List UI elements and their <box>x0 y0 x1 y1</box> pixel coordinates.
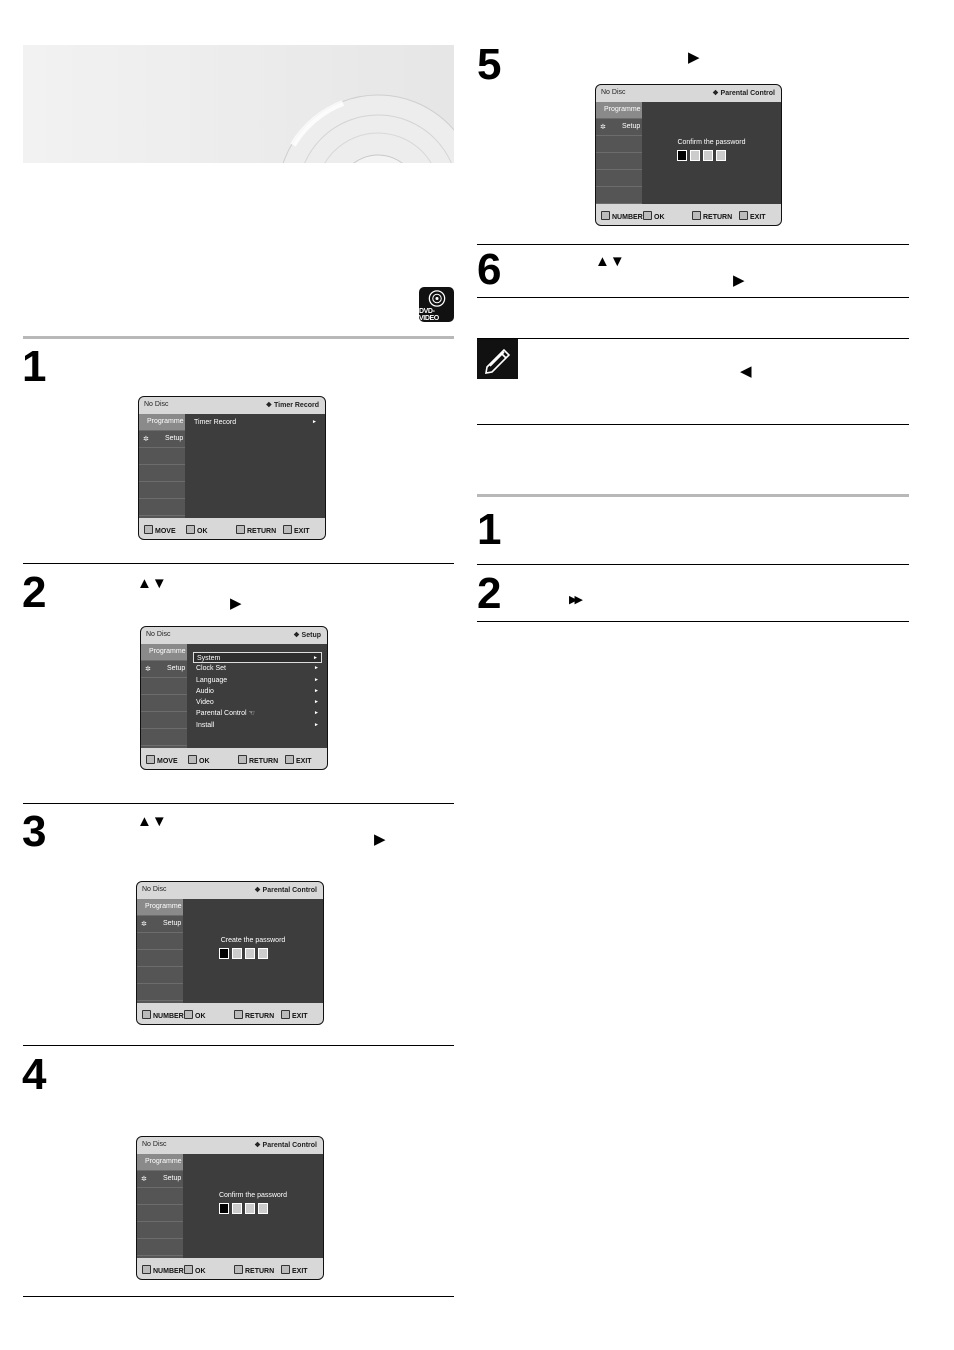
sidebar-item-setup[interactable]: ✲ Setup <box>137 1171 183 1188</box>
password-digit <box>690 150 700 161</box>
osd-menu-title: ❖ Parental Control <box>254 887 317 894</box>
sidebar-item-programme[interactable]: Programme <box>137 1154 183 1171</box>
step-divider <box>477 244 909 245</box>
step-divider <box>477 297 909 298</box>
help-exit: EXIT <box>281 1010 308 1020</box>
help-ok: OK <box>643 211 665 221</box>
disc-status: No Disc <box>142 886 167 893</box>
fast-forward-icon: ▶▶ <box>569 594 580 606</box>
sidebar-item-empty <box>139 499 185 516</box>
osd-sidebar <box>137 1154 183 1258</box>
dvd-video-label: DVD-VIDEO <box>419 308 439 322</box>
password-field[interactable] <box>219 948 268 959</box>
osd-menu-title: ❖ Parental Control <box>712 90 775 97</box>
step-number-4: 4 <box>22 1050 46 1099</box>
osd-sidebar <box>139 414 185 518</box>
chevron-right-icon: ► <box>314 676 319 683</box>
osd-help-bar <box>141 748 327 769</box>
password-prompt: Create the password <box>220 937 286 944</box>
help-ok: OK <box>184 1010 206 1020</box>
disc-status: No Disc <box>142 1141 167 1148</box>
sidebar-item-empty <box>137 950 183 967</box>
step-number-2: 2 <box>477 569 501 618</box>
step-number-2: 2 <box>22 568 46 617</box>
help-number: NUMBER <box>601 211 643 221</box>
gear-icon: ✲ <box>141 921 147 928</box>
password-digit <box>219 948 229 959</box>
password-field[interactable] <box>219 1203 268 1214</box>
sidebar-item-empty <box>139 448 185 465</box>
up-down-arrows-icon: ▲▼ <box>137 813 167 830</box>
sidebar-item-empty <box>137 933 183 950</box>
chevron-right-icon: ► <box>312 419 317 425</box>
osd-screen-create-password <box>136 881 324 1025</box>
menu-item-timer-record[interactable]: Timer Record ► <box>191 417 320 428</box>
password-digit <box>258 948 268 959</box>
gear-icon: ✲ <box>143 436 149 443</box>
sidebar-item-setup[interactable]: ✲ Setup <box>141 661 187 678</box>
sidebar-item-empty <box>596 187 642 204</box>
help-move: MOVE <box>146 755 178 765</box>
sidebar-item-setup[interactable]: ✲ Setup <box>137 916 183 933</box>
sidebar-item-empty <box>137 984 183 1001</box>
sidebar-item-empty <box>141 678 187 695</box>
password-prompt: Confirm the password <box>218 1192 288 1199</box>
sidebar-item-empty <box>137 1239 183 1256</box>
sidebar-item-empty <box>596 136 642 153</box>
password-digit <box>245 1203 255 1214</box>
gear-icon: ✲ <box>600 124 606 131</box>
note-divider <box>477 424 909 425</box>
sidebar-item-programme[interactable]: Programme <box>141 644 187 661</box>
osd-help-bar <box>137 1258 323 1279</box>
sidebar-item-empty <box>137 1188 183 1205</box>
up-down-arrows-icon: ▲▼ <box>137 575 167 592</box>
osd-menu-title: ❖ Timer Record <box>265 402 319 409</box>
sidebar-item-empty <box>141 729 187 746</box>
osd-title-bar <box>137 882 323 899</box>
sidebar-item-programme[interactable]: Programme <box>137 899 183 916</box>
step-divider <box>23 1296 454 1297</box>
right-arrow-icon: ▶ <box>733 272 745 289</box>
step-number-3: 3 <box>22 807 46 856</box>
help-return: RETURN <box>238 755 278 765</box>
chevron-right-icon: ► <box>313 655 318 661</box>
step-divider <box>23 1045 454 1046</box>
sidebar-item-programme[interactable]: Programme <box>596 102 642 119</box>
sidebar-item-empty <box>137 1222 183 1239</box>
menu-item-system[interactable]: System ► <box>193 652 322 663</box>
sidebar-item-empty <box>596 153 642 170</box>
help-exit: EXIT <box>285 755 312 765</box>
menu-item-clock-set[interactable]: Clock Set ► <box>193 663 322 674</box>
sidebar-item-empty <box>596 170 642 187</box>
sidebar-item-empty <box>139 465 185 482</box>
sidebar-item-empty <box>137 1205 183 1222</box>
sidebar-item-programme[interactable]: Programme <box>139 414 185 431</box>
osd-help-bar <box>139 518 325 539</box>
osd-menu-title: ❖ Parental Control <box>254 1142 317 1149</box>
sidebar-item-setup[interactable]: ✲ Setup <box>596 119 642 136</box>
section-rule <box>477 494 909 497</box>
step-number-5: 5 <box>477 40 501 89</box>
help-return: RETURN <box>692 211 732 221</box>
disc-status: No Disc <box>146 631 171 638</box>
password-prompt: Confirm the password <box>677 139 746 146</box>
help-exit: EXIT <box>739 211 766 221</box>
sidebar-item-empty <box>141 712 187 729</box>
osd-menu-list <box>191 417 320 428</box>
password-digit <box>232 948 242 959</box>
menu-item-audio[interactable]: Audio ► <box>193 686 322 697</box>
osd-menu-list <box>193 652 322 731</box>
sidebar-item-empty <box>139 482 185 499</box>
osd-help-bar <box>596 204 781 225</box>
osd-screen-timer-record <box>138 396 326 540</box>
help-return: RETURN <box>236 525 276 535</box>
chevron-right-icon: ► <box>314 699 319 706</box>
disc-status: No Disc <box>144 401 169 408</box>
password-digit <box>677 150 687 161</box>
right-arrow-icon: ▶ <box>688 49 700 66</box>
help-number: NUMBER <box>142 1010 184 1020</box>
osd-sidebar <box>596 102 642 204</box>
disc-status: No Disc <box>601 89 626 96</box>
menu-item-video[interactable]: Video ► <box>193 697 322 708</box>
password-digit <box>258 1203 268 1214</box>
chevron-right-icon: ► <box>314 687 319 694</box>
help-ok: OK <box>184 1265 206 1275</box>
step-number-1: 1 <box>22 342 46 391</box>
osd-title-bar <box>139 397 325 414</box>
help-return: RETURN <box>234 1010 274 1020</box>
osd-screen-confirm-password <box>595 84 782 226</box>
left-arrow-icon: ◀ <box>740 363 752 380</box>
right-arrow-icon: ▶ <box>230 595 242 612</box>
help-exit: EXIT <box>281 1265 308 1275</box>
dvd-video-badge <box>419 287 454 322</box>
menu-item-install[interactable]: Install ► <box>193 720 322 731</box>
osd-title-bar <box>141 627 327 644</box>
sidebar-item-empty <box>141 695 187 712</box>
osd-screen-confirm-password <box>136 1136 324 1280</box>
menu-item-language[interactable]: Language ► <box>193 675 322 686</box>
cd-graphic-icon <box>23 45 454 163</box>
help-ok: OK <box>188 755 210 765</box>
gear-icon: ✲ <box>141 1176 147 1183</box>
osd-title-bar <box>596 85 781 102</box>
password-digit <box>716 150 726 161</box>
osd-help-bar <box>137 1003 323 1024</box>
osd-sidebar <box>141 644 187 748</box>
password-digit <box>232 1203 242 1214</box>
osd-screen-setup <box>140 626 328 770</box>
step-number-6: 6 <box>477 245 501 294</box>
step-number-1: 1 <box>477 505 501 554</box>
menu-item-parental-control[interactable]: Parental Control ☜ ► <box>193 708 322 719</box>
password-digit <box>703 150 713 161</box>
osd-menu-title: ❖ Setup <box>293 632 321 639</box>
section-rule <box>23 336 454 339</box>
step-divider <box>477 564 909 565</box>
up-down-arrows-icon: ▲▼ <box>595 253 625 270</box>
gear-icon: ✲ <box>145 666 151 673</box>
help-return: RETURN <box>234 1265 274 1275</box>
sidebar-item-empty <box>137 967 183 984</box>
password-digit <box>219 1203 229 1214</box>
hand-pointer-icon: ☜ <box>248 710 255 718</box>
header-banner <box>23 45 454 163</box>
chevron-right-icon: ► <box>314 721 319 728</box>
help-number: NUMBER <box>142 1265 184 1275</box>
password-field[interactable] <box>677 150 726 161</box>
password-digit <box>245 948 255 959</box>
help-ok: OK <box>186 525 208 535</box>
right-arrow-icon: ▶ <box>374 831 386 848</box>
note-divider <box>477 338 909 339</box>
step-divider <box>23 563 454 564</box>
help-exit: EXIT <box>283 525 310 535</box>
chevron-right-icon: ► <box>314 665 319 672</box>
osd-sidebar <box>137 899 183 1003</box>
note-pencil-icon <box>477 339 518 379</box>
step-divider <box>23 803 454 804</box>
sidebar-item-setup[interactable]: ✲ Setup <box>139 431 185 448</box>
disc-icon <box>427 290 447 307</box>
chevron-right-icon: ► <box>314 710 319 717</box>
help-move: MOVE <box>144 525 176 535</box>
osd-title-bar <box>137 1137 323 1154</box>
step-divider <box>477 621 909 622</box>
